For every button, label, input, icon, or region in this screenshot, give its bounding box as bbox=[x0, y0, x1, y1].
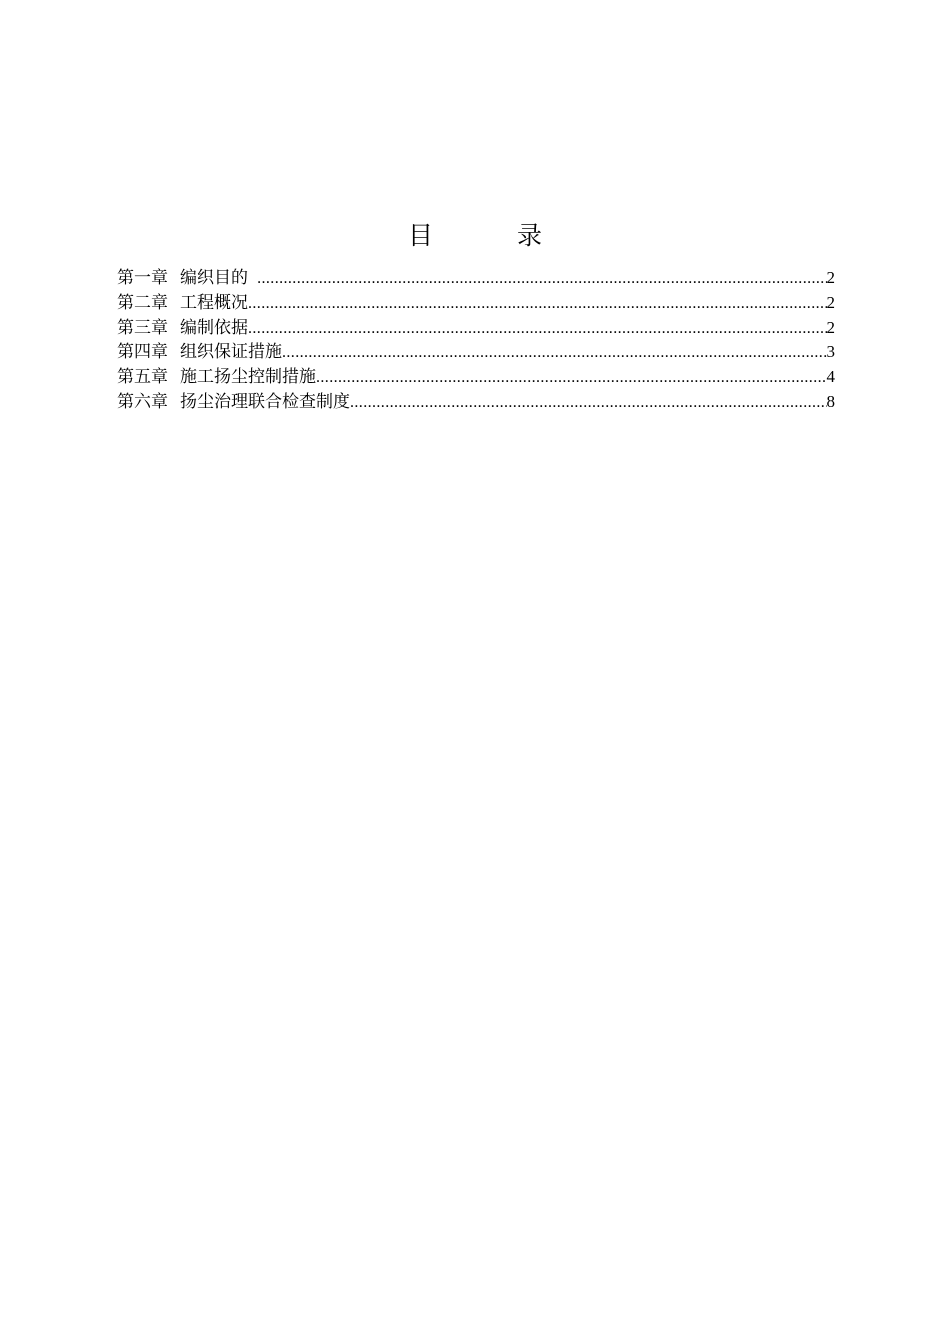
toc-chapter-number: 第一章 bbox=[117, 268, 168, 288]
toc-chapter-title: 工程概况 bbox=[180, 292, 248, 313]
toc-dot-leader bbox=[282, 341, 827, 366]
toc-chapter-title: 施工扬尘控制措施 bbox=[180, 367, 316, 388]
toc-page-number: 2 bbox=[826, 317, 835, 337]
toc-page-number: 3 bbox=[826, 342, 835, 362]
toc-chapter-number: 第三章 bbox=[117, 317, 168, 338]
toc-page-number: 2 bbox=[826, 292, 835, 312]
toc-chapter-number: 第二章 bbox=[117, 292, 168, 313]
toc-page-number: 4 bbox=[826, 367, 835, 387]
toc-entry-chapter-2[interactable] bbox=[117, 291, 835, 316]
toc-dot-leader bbox=[248, 317, 827, 342]
toc-chapter-number: 第四章 bbox=[117, 342, 168, 363]
toc-title: 目 录 bbox=[408, 221, 580, 250]
toc-dot-leader bbox=[248, 292, 827, 317]
toc-chapter-title: 扬尘治理联合检查制度 bbox=[180, 391, 350, 412]
toc-dot-leader bbox=[316, 366, 827, 391]
toc-entry-chapter-5[interactable] bbox=[117, 365, 835, 390]
toc-page-number: 2 bbox=[826, 268, 835, 287]
toc-dot-leader bbox=[350, 391, 827, 416]
toc-chapter-title: 编织目的 bbox=[180, 268, 248, 288]
toc-entry-chapter-4[interactable] bbox=[117, 340, 835, 365]
toc-page-number: 8 bbox=[826, 391, 835, 411]
toc-entry-chapter-6[interactable] bbox=[117, 390, 835, 415]
toc-chapter-title: 组织保证措施 bbox=[180, 342, 282, 363]
toc-chapter-number: 第五章 bbox=[117, 367, 168, 388]
toc-entry-chapter-1[interactable] bbox=[117, 266, 835, 291]
toc-entry-chapter-3[interactable] bbox=[117, 316, 835, 341]
toc-dot-leader bbox=[257, 267, 826, 292]
table-of-contents bbox=[117, 266, 835, 415]
toc-chapter-title: 编制依据 bbox=[180, 317, 248, 338]
toc-chapter-number: 第六章 bbox=[117, 391, 168, 412]
